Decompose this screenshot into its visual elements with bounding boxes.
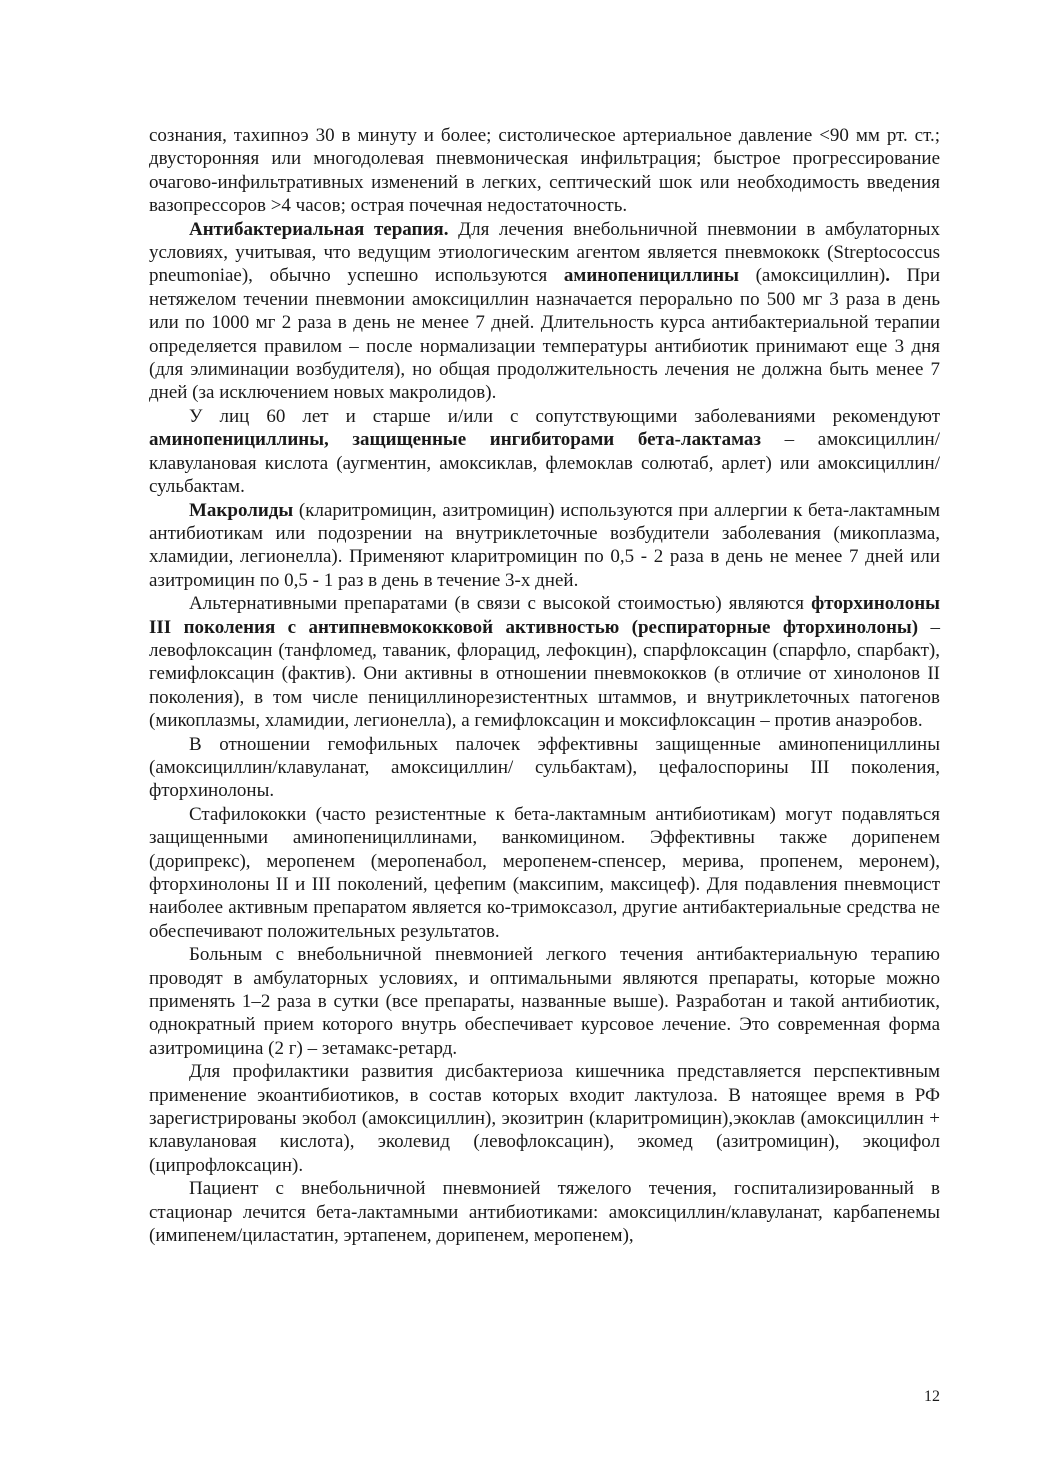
paragraph <box>149 218 940 405</box>
text-run: – амоксициллин/клавулановая кислота (аугментин, амоксиклав, флемоклав солютаб, арлет) или амоксициллин/сульбактам. <box>149 429 940 498</box>
paragraph <box>149 1177 940 1247</box>
text-run: Стафилококки (часто резистентные к бета-лактамным антибиотикам) могут подавляться защищенными аминопенициллинами, ванкомицином. Эффективны также дорипенем (дорипрекс), меропенем (меропенабол, меропенем-спенсер, мерива, пропенем, меронем), фторхинолоны II и III поколений, цефепим (максипим, максицеф). Для подавления пневмоцист наиболее активным препаратом является ко-тримоксазол, другие антибактериальные средства не обеспечивают положительных результатов. <box>149 803 940 942</box>
paragraph <box>149 592 940 732</box>
bold-text-run: Антибактериальная терапия. <box>189 218 449 240</box>
text-run: У лиц 60 лет и старше и/или с сопутствующими заболеваниями рекомендуют <box>189 405 940 427</box>
bold-text-run: фторхинолоны III поколения с антипневмококковой активностью (респираторные фторхинолоны) <box>149 593 940 638</box>
paragraph <box>149 803 940 943</box>
text-run: – левофлоксацин (танфломед, таваник, флорацид, лефокцин), спарфлоксацин (спарфло, спарбакт), гемифлоксацин (фактив). Они активны в отношении пневмококков (в отличие от хинолонов II поколения), в том числе пенициллинорезистентных штаммов, и внутриклеточных патогенов (микоплазмы, хламидии, легионелла), а гемифлоксацин и моксифлоксацин – против анаэробов. <box>149 616 940 732</box>
document-body <box>149 124 940 1248</box>
text-run: При нетяжелом течении пневмонии амоксициллин назначается перорально по 500 мг 3 раза в день или по 1000 мг 2 раза в день не менее 7 дней. Длительность курса антибактериальной терапии определяется правилом – после нормализации температуры антибиотик принимают еще 3 дня (для элиминации возбудителя), но общая продолжительность лечения не должна быть менее 7 дней (за исключением новых макролидов). <box>149 265 940 404</box>
paragraph <box>149 124 940 218</box>
text-run: В отношении гемофильных палочек эффективны защищенные аминопенициллины (амоксициллин/клавуланат, амоксициллин/ сульбактам), цефалоспорины III поколения, фторхинолоны. <box>149 733 940 802</box>
bold-text-run: аминопенициллины <box>563 265 739 287</box>
paragraph <box>149 1060 940 1177</box>
text-run: (амоксициллин) <box>738 265 886 287</box>
paragraph <box>149 943 940 1060</box>
text-run: сознания, тахипноэ 30 в минуту и более; систолическое артериальное давление <90 мм рт. ст.; двусторонняя или многодолевая пневмоническая инфильтрация; быстрое прогрессирование очагово-инфильтративных изменений в легких, септический шок или необходимость введения вазопрессоров >4 часов; острая почечная недостаточность. <box>149 125 940 217</box>
text-run: (кларитромицин, азитромицин) используются при аллергии к бета-лактамным антибиотикам или подозрении на внутриклеточные возбудители заболевания (микоплазма, хламидии, легионелла). Применяют кларитромицин по 0,5 - 2 раза в день не менее 7 дней или азитромицин по 0,5 - 1 раз в день в течение 3-х дней. <box>149 499 940 591</box>
bold-text-run: . <box>885 265 890 287</box>
paragraph <box>149 733 940 803</box>
page-number: 12 <box>924 1388 940 1405</box>
text-run: Пациент с внебольничной пневмонией тяжелого течения, госпитализированный в стационар лечится бета-лактамными антибиотиками: амоксициллин/клавуланат, карбапенемы (имипенем/циластатин, эртапенем, дорипенем, меропенем), <box>149 1178 940 1247</box>
bold-text-run: Макролиды <box>189 499 294 521</box>
paragraph <box>149 405 940 499</box>
text-run: Для профилактики развития дисбактериоза кишечника представляется перспективным применение экоантибиотиков, в состав которых входит лактулоза. В натоящее время в РФ зарегистрированы экобол (амоксициллин), экозитрин (кларитромицин),экоклав (амоксициллин + клавулановая кислота), эколевид (левофлоксацин), экомед (азитромицин), экоцифол (ципрофлоксацин). <box>149 1061 940 1176</box>
text-run: Альтернативными препаратами (в связи с высокой стоимостью) являются <box>189 593 812 615</box>
bold-text-run: аминопенициллины, защищенные ингибиторами бета-лактамаз <box>149 429 762 451</box>
text-run: Для лечения внебольничной пневмонии в амбулаторных условиях, учитывая, что ведущим этиологическим агентом является пневмококк (Streptococcus pneumoniae), обычно успешно используются <box>149 218 940 287</box>
paragraph <box>149 499 940 593</box>
text-run: Больным с внебольничной пневмонией легкого течения антибактериальную терапию проводят в амбулаторных условиях, и оптимальными являются препараты, которые можно применять 1–2 раза в сутки (все препараты, названные выше). Разработан и такой антибиотик, однократный прием которого внутрь обеспечивает курсовое лечение. Это современная форма азитромицина (2 г) – зетамакс-ретард. <box>149 944 940 1059</box>
